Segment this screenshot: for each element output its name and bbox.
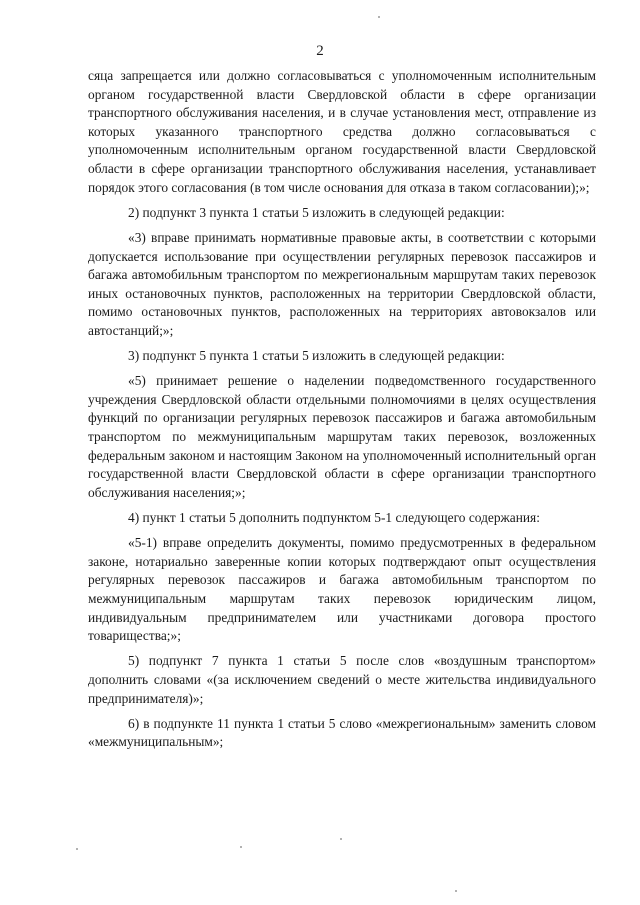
scan-speck — [76, 848, 78, 850]
paragraph-amendment-2: 2) подпункт 3 пункта 1 статьи 5 изложить в следующей редакции: — [128, 204, 505, 220]
paragraph-amendment-5: 5) подпункт 7 пункта 1 статьи 5 после слов «воздушным транспортом» дополнить словами «(за исключением сведений о месте жительства индивидуального предпринимателя)»; — [88, 653, 596, 706]
scan-speck — [240, 846, 242, 848]
scan-speck — [340, 838, 342, 840]
paragraph-continuation: сяца запрещается или должно согласовываться с уполномоченным исполнительным органом государственной власти Свердловской области в сфере организации транспортного обслуживания населения, и в случае установления мест, отправление из которых указанного транспортного средства должно согласовываться с уполномоченным исполнительным органом государственной власти Свердловской области в сфере организации транспортного обслуживания населения, устанавливает порядок этого согласования (в том числе основания для отказа в таком согласовании);»; — [88, 68, 596, 195]
document-body — [88, 67, 596, 759]
paragraph-amendment-4: 4) пункт 1 статьи 5 дополнить подпунктом 5-1 следующего содержания: — [128, 510, 540, 526]
paragraph-subpoint-5-text: «5) принимает решение о наделении подведомственного государственного учреждения Свердловской области отдельными полномочиями в целях осуществления функций по организации регулярных перевозок пассажиров и багажа автомобильным транспортом по межмуниципальным маршрутам таких перевозок, возложенных федеральным законом и настоящим Законом на уполномоченный исполнительный орган государственной власти Свердловской области в сфере организации транспортного обслуживания населения;»; — [88, 373, 596, 500]
page-number: 2 — [316, 43, 324, 59]
scan-speck — [455, 890, 457, 892]
paragraph-subpoint-3-text: «3) вправе принимать нормативные правовые акты, в соответствии с которыми допускается использование при осуществлении регулярных перевозок пассажиров и багажа автомобильным транспортом по межрегиональным маршрутам таких перевозок иных остановочных пунктов, расположенных на территории Свердловской области, помимо остановочных пунктов, расположенных на территориях автовокзалов или автостанций;»; — [88, 229, 596, 338]
paragraph-amendment-3: 3) подпункт 5 пункта 1 статьи 5 изложить в следующей редакции: — [128, 348, 505, 364]
paragraph-amendment-6: 6) в подпункте 11 пункта 1 статьи 5 слово «межрегиональным» заменить словом «межмуниципальным»; — [88, 715, 596, 750]
paragraph-subpoint-5-1-text: «5-1) вправе определить документы, помимо предусмотренных в федеральном законе, нотариально заверенные копии которых подтверждают опыт осуществления регулярных перевозок пассажиров и багажа автомобильным транспортом по межмуниципальным маршрутам таких перевозок юридическим лицом, индивидуальным предпринимателем или участниками договора простого товарищества;»; — [88, 535, 596, 644]
scan-speck — [378, 16, 380, 18]
